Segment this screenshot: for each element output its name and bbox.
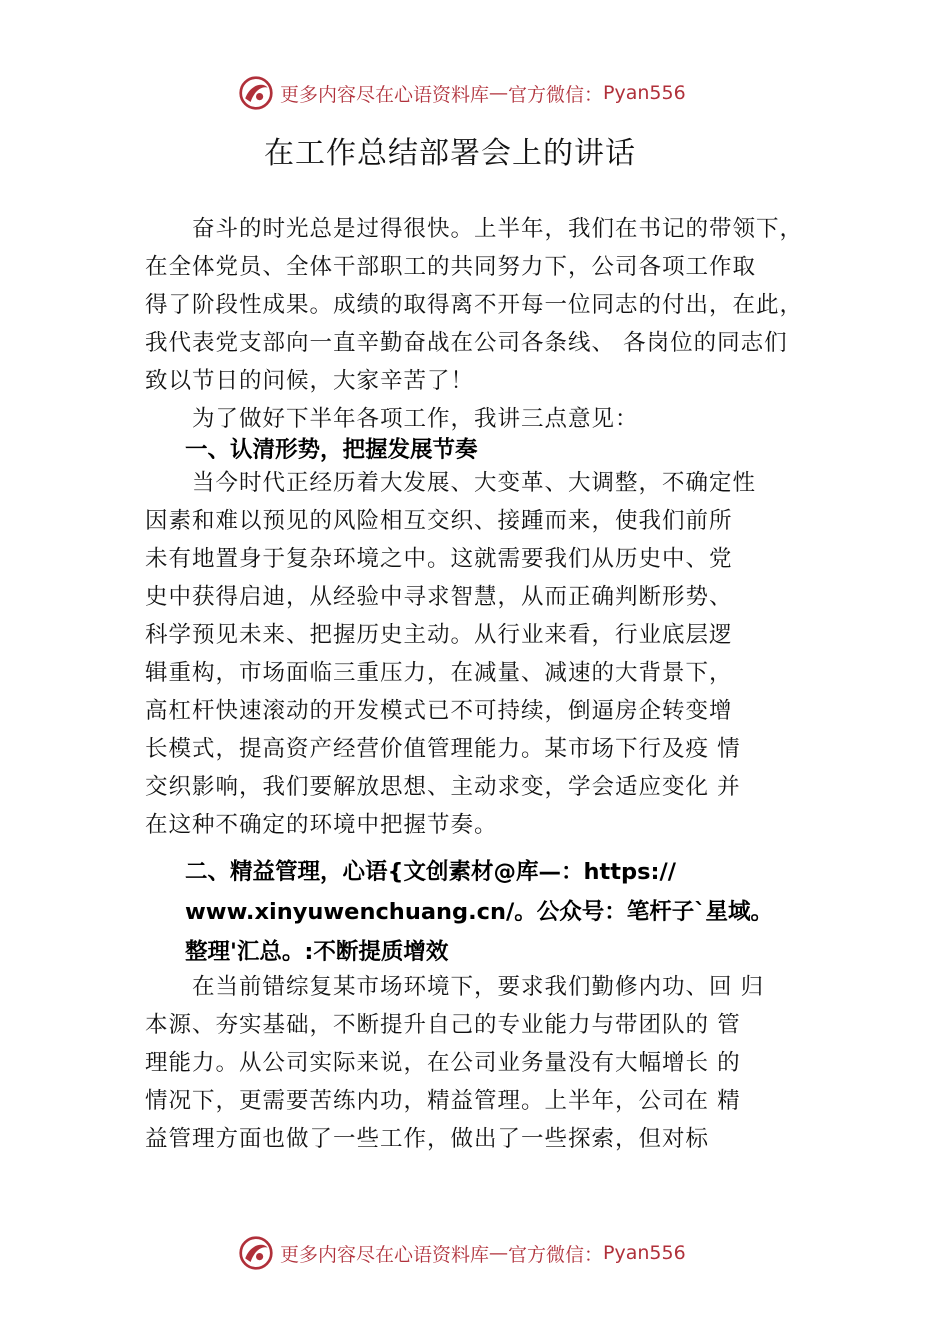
paragraph-line: 情况下，更需要苦练内功，精益管理。上半年，公司在 精 — [145, 1088, 741, 1114]
paragraph-line: 长模式，提高资产经营价值管理能力。某市场下行及疫 情 — [145, 736, 741, 762]
watermark-text: 更多内容尽在心语资料库 — [280, 83, 490, 106]
paragraph-line: 我代表党支部向一直辛勤奋战在公司各条线、 各岗位的同志们 — [145, 330, 788, 356]
paragraph-line: 史中获得启迪，从经验中寻求智慧，从而正确判断形势、 — [145, 584, 733, 610]
paragraph-line: 当今时代正经历着大发展、大变革、大调整，不确定性 — [145, 470, 757, 496]
paragraph-line: 高杠杆快速滚动的开发模式已不可持续，倒逼房企转变增 — [145, 698, 733, 724]
paragraph-line: 理能力。从公司实际来说，在公司业务量没有大幅增长 的 — [145, 1050, 741, 1076]
paragraph-line: 因素和难以预见的风险相互交织、接踵而来，使我们前所 — [145, 508, 733, 534]
paragraph-line: 得了阶段性成果。成绩的取得离不开每一位同志的付出，在此， — [145, 292, 804, 318]
section-heading-1: 一、认清形势，把握发展节奏 — [185, 437, 478, 463]
watermark-id: Pyan556 — [603, 82, 686, 104]
footer-watermark — [238, 1233, 758, 1273]
paragraph-line: 为了做好下半年各项工作，我讲三点意见： — [145, 406, 639, 432]
paragraph-line: 奋斗的时光总是过得很快。上半年，我们在书记的带领下， — [145, 216, 804, 242]
watermark-separator: — — [489, 1242, 509, 1264]
paragraph-line: 益管理方面也做了一些工作，做出了一些探索，但对标 — [145, 1126, 710, 1152]
watermark-separator: — — [489, 82, 509, 104]
paragraph-line: 未有地置身于复杂环境之中。这就需要我们从历史中、党 — [145, 546, 733, 572]
swirl-logo-icon — [238, 1235, 274, 1271]
page-title: 在工作总结部署会上的讲话 — [264, 136, 636, 171]
watermark-label: 官方微信： — [508, 1243, 604, 1266]
paragraph-line: 在这种不确定的环境中把握节奏。 — [145, 812, 498, 838]
paragraph-line: 科学预见未来、把握历史主动。从行业来看，行业底层逻 — [145, 622, 733, 648]
section-heading-2-line: 整理'汇总。:不断提质增效 — [185, 939, 449, 965]
section-heading-2-line: 二、精益管理，心语{文创素材@库—：https:// — [185, 859, 676, 885]
paragraph-line: 交织影响，我们要解放思想、主动求变，学会适应变化 并 — [145, 774, 741, 800]
paragraph-line: 致以节日的问候，大家辛苦了！ — [145, 368, 475, 394]
paragraph-line: 本源、夯实基础，不断提升自己的专业能力与带团队的 管 — [145, 1012, 741, 1038]
watermark-label: 官方微信： — [508, 83, 604, 106]
section-heading-2-line: www.xinyuwenchuang.cn/。公众号：笔杆子`星域。 — [185, 899, 774, 925]
paragraph-line: 辑重构，市场面临三重压力，在减量、减速的大背景下， — [145, 660, 733, 686]
header-watermark — [238, 73, 758, 113]
paragraph-line: 在当前错综复某市场环境下，要求我们勤修内功、回 归 — [145, 974, 765, 1000]
watermark-id: Pyan556 — [603, 1242, 686, 1264]
swirl-logo-icon — [238, 75, 274, 111]
paragraph-line: 在全体党员、全体干部职工的共同努力下，公司各项工作取 — [145, 254, 757, 280]
watermark-text: 更多内容尽在心语资料库 — [280, 1243, 490, 1266]
